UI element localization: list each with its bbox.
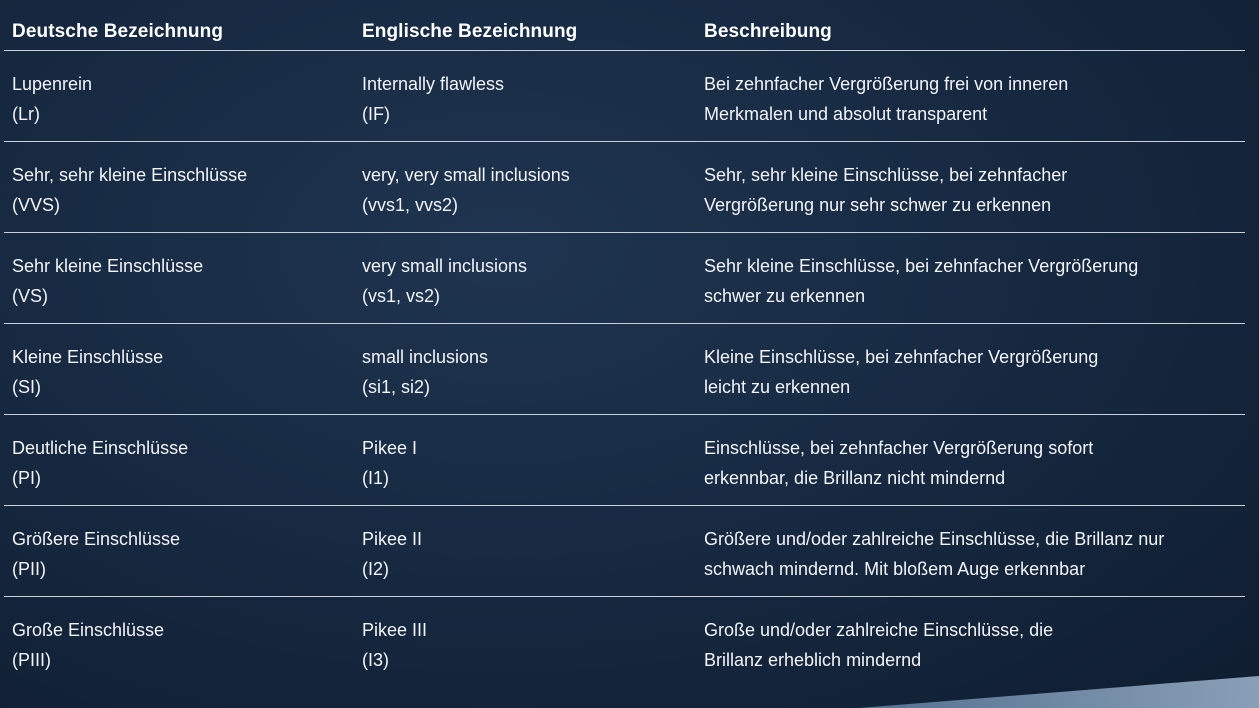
description-line: Brillanz erheblich mindernd (704, 650, 922, 670)
english-name: small inclusions (362, 347, 489, 367)
description-cell (704, 433, 1249, 493)
description-cell (704, 524, 1249, 584)
description-line: Kleine Einschlüsse, bei zehnfacher Vergrößerung (704, 347, 1099, 367)
german-abbr: (VVS) (12, 195, 61, 215)
german-cell (12, 524, 180, 584)
german-cell (12, 433, 188, 493)
description-line: schwer zu erkennen (704, 286, 866, 306)
german-abbr: (PI) (12, 468, 41, 488)
description-line: Einschlüsse, bei zehnfacher Vergrößerung sofort (704, 438, 1094, 458)
german-cell (12, 251, 203, 311)
german-abbr: (PII) (12, 559, 46, 579)
german-name: Sehr kleine Einschlüsse (12, 256, 204, 276)
description-line: Größere und/oder zahlreiche Einschlüsse, die Brillanz nur (704, 529, 1165, 549)
german-name: Sehr, sehr kleine Einschlüsse (12, 165, 248, 185)
english-abbr: (si1, si2) (362, 377, 431, 397)
description-cell (704, 251, 1249, 311)
description-line: erkennbar, die Brillanz nicht mindernd (704, 468, 1006, 488)
english-abbr: (vs1, vs2) (362, 286, 441, 306)
german-cell (12, 342, 163, 402)
german-cell (12, 615, 164, 675)
english-cell (362, 615, 427, 675)
table-row (4, 597, 1245, 687)
table-row (4, 233, 1245, 324)
english-cell (362, 524, 422, 584)
english-name: very, very small inclusions (362, 165, 570, 185)
english-name: Internally flawless (362, 74, 505, 94)
header-english: Englische Bezeichnung (362, 21, 578, 42)
german-abbr: (Lr) (12, 104, 40, 124)
table-row (4, 324, 1245, 415)
english-cell (362, 251, 527, 311)
description-line: Große und/oder zahlreiche Einschlüsse, die (704, 620, 1054, 640)
table-row (4, 142, 1245, 233)
english-cell (362, 160, 570, 220)
english-cell (362, 69, 504, 129)
description-cell (704, 342, 1249, 402)
english-cell (362, 342, 488, 402)
english-name: Pikee II (362, 529, 423, 549)
german-name: Deutliche Einschlüsse (12, 438, 189, 458)
description-line: leicht zu erkennen (704, 377, 851, 397)
german-abbr: (SI) (12, 377, 41, 397)
description-line: schwach mindernd. Mit bloßem Auge erkennbar (704, 559, 1086, 579)
german-name: Lupenrein (12, 74, 93, 94)
english-cell (362, 433, 417, 493)
english-abbr: (vvs1, vvs2) (362, 195, 459, 215)
german-name: Kleine Einschlüsse (12, 347, 164, 367)
german-abbr: (VS) (12, 286, 48, 306)
english-name: very small inclusions (362, 256, 528, 276)
english-name: Pikee III (362, 620, 428, 640)
german-cell (12, 160, 247, 220)
description-line: Sehr kleine Einschlüsse, bei zehnfacher Vergrößerung (704, 256, 1139, 276)
english-abbr: (I3) (362, 650, 389, 670)
header-german: Deutsche Bezeichnung (12, 21, 224, 42)
description-cell (704, 615, 1249, 675)
table-row (4, 51, 1245, 142)
english-abbr: (I1) (362, 468, 389, 488)
table-row (4, 415, 1245, 506)
table-header (4, 0, 1245, 51)
german-name: Große Einschlüsse (12, 620, 165, 640)
german-abbr: (PIII) (12, 650, 51, 670)
description-line: Bei zehnfacher Vergrößerung frei von inneren (704, 74, 1069, 94)
german-name: Größere Einschlüsse (12, 529, 181, 549)
table-row (4, 506, 1245, 597)
german-cell (12, 69, 92, 129)
description-line: Vergrößerung nur sehr schwer zu erkennen (704, 195, 1052, 215)
description-cell (704, 160, 1249, 220)
description-cell (704, 69, 1249, 129)
english-abbr: (IF) (362, 104, 390, 124)
english-abbr: (I2) (362, 559, 389, 579)
description-line: Sehr, sehr kleine Einschlüsse, bei zehnfacher (704, 165, 1068, 185)
english-name: Pikee I (362, 438, 418, 458)
description-line: Merkmalen und absolut transparent (704, 104, 988, 124)
header-description: Beschreibung (704, 21, 832, 42)
